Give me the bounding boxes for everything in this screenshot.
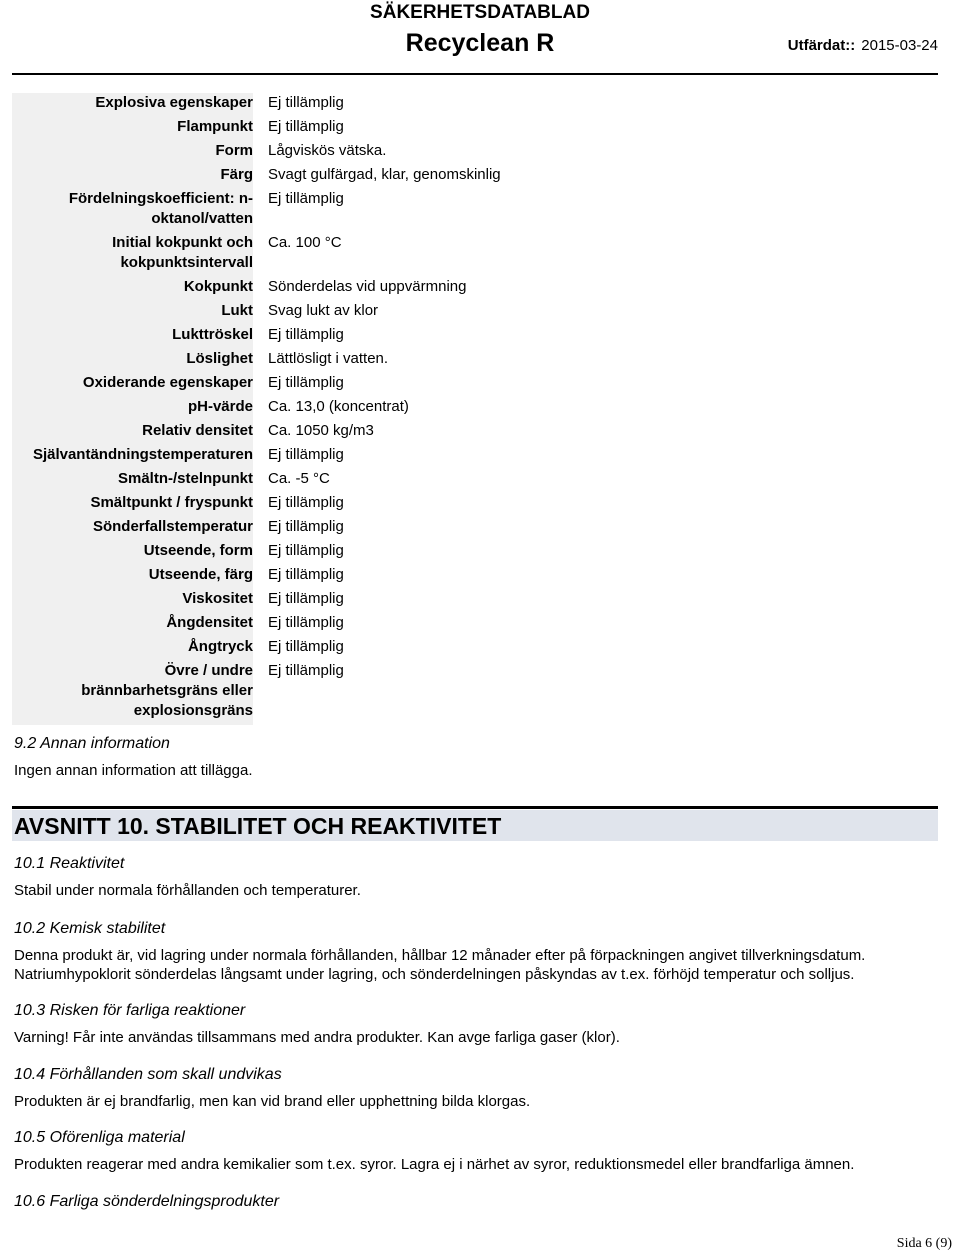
- subsection-text: Varning! Får inte användas tillsammans med andra produkter. Kan avge farliga gaser (klor).: [14, 1029, 620, 1046]
- subsection-heading: 10.5 Oförenliga material: [14, 1129, 185, 1146]
- property-spacer: [253, 349, 268, 373]
- property-spacer: [253, 397, 268, 421]
- issued-date: 2015-03-24: [861, 37, 938, 54]
- property-label: Övre / undre brännbarhetsgräns eller explosionsgräns: [12, 661, 253, 725]
- property-label: Ångdensitet: [12, 613, 253, 637]
- subsection-heading: 10.1 Reaktivitet: [14, 855, 125, 872]
- subsection-10-2: [14, 918, 934, 984]
- property-spacer: [253, 493, 268, 517]
- property-row: [12, 613, 938, 637]
- property-spacer: [253, 373, 268, 397]
- property-value: Ej tillämplig: [268, 189, 938, 233]
- property-value: Ca. -5 °C: [268, 469, 938, 493]
- product-name: Recyclean R: [405, 29, 555, 57]
- property-value: Ca. 100 °C: [268, 233, 938, 277]
- issued-label: Utfärdat::: [787, 37, 856, 54]
- property-row: [12, 189, 938, 233]
- property-label: Kokpunkt: [12, 277, 253, 301]
- property-spacer: [253, 117, 268, 141]
- subsection-10-5: [14, 1127, 934, 1174]
- property-row: [12, 493, 938, 517]
- property-row: [12, 469, 938, 493]
- property-value: Sönderdelas vid uppvärmning: [268, 277, 938, 301]
- property-row: [12, 373, 938, 397]
- property-label: Lukt: [12, 301, 253, 325]
- property-label: pH-värde: [12, 397, 253, 421]
- subsection-heading: 10.3 Risken för farliga reaktioner: [14, 1002, 246, 1019]
- property-value: Lågviskös vätska.: [268, 141, 938, 165]
- property-value: Ej tillämplig: [268, 565, 938, 589]
- property-spacer: [253, 565, 268, 589]
- property-spacer: [253, 233, 268, 277]
- property-row: [12, 349, 938, 373]
- property-spacer: [253, 541, 268, 565]
- property-spacer: [253, 189, 268, 233]
- property-spacer: [253, 301, 268, 325]
- document-title: SÄKERHETSDATABLAD: [370, 2, 590, 23]
- property-spacer: [253, 517, 268, 541]
- page-number: Sida 6 (9): [896, 1236, 952, 1251]
- subsection-9-2-heading: 9.2 Annan information: [14, 735, 170, 752]
- property-label: Utseende, form: [12, 541, 253, 565]
- subsection-heading: 10.4 Förhållanden som skall undvikas: [14, 1066, 282, 1083]
- subsection-10-6: [14, 1191, 934, 1213]
- property-label: Utseende, färg: [12, 565, 253, 589]
- subsection-10-3: [14, 1000, 934, 1047]
- property-row: [12, 397, 938, 421]
- property-row: [12, 517, 938, 541]
- property-row: [12, 117, 938, 141]
- property-row: [12, 637, 938, 661]
- property-spacer: [253, 141, 268, 165]
- property-spacer: [253, 325, 268, 349]
- property-label: Löslighet: [12, 349, 253, 373]
- property-value: Ej tillämplig: [268, 93, 938, 117]
- property-label: Smältn-/stelnpunkt: [12, 469, 253, 493]
- property-row: [12, 661, 938, 725]
- property-value: Ca. 1050 kg/m3: [268, 421, 938, 445]
- subsection-9-2-text: Ingen annan information att tillägga.: [14, 762, 253, 779]
- subsection-heading: 10.2 Kemisk stabilitet: [14, 920, 166, 937]
- property-row: [12, 589, 938, 613]
- property-row: [12, 233, 938, 277]
- property-row: [12, 421, 938, 445]
- property-label: Viskositet: [12, 589, 253, 613]
- property-label: Oxiderande egenskaper: [12, 373, 253, 397]
- subsection-10-4: [14, 1064, 934, 1111]
- property-value: Ca. 13,0 (koncentrat): [268, 397, 938, 421]
- subsection-text: Produkten reagerar med andra kemikalier som t.ex. syror. Lagra ej i närhet av syror, reduktionsmedel eller brandfarliga ämnen.: [14, 1156, 855, 1173]
- property-label: Självantändningstemperaturen: [12, 445, 253, 469]
- property-label: Explosiva egenskaper: [12, 93, 253, 117]
- property-spacer: [253, 165, 268, 189]
- subsection-text: Denna produkt är, vid lagring under normala förhållanden, hållbar 12 månader efter på förpackningen angivet tillverkningsdatum.: [14, 947, 866, 964]
- property-value: Lättlösligt i vatten.: [268, 349, 938, 373]
- property-spacer: [253, 613, 268, 637]
- property-row: [12, 541, 938, 565]
- property-label: Flampunkt: [12, 117, 253, 141]
- property-spacer: [253, 93, 268, 117]
- header-divider: [12, 73, 938, 75]
- property-row: [12, 277, 938, 301]
- property-value: Ej tillämplig: [268, 541, 938, 565]
- issued-date-line: [788, 35, 938, 57]
- property-value: Svagt gulfärgad, klar, genomskinlig: [268, 165, 938, 189]
- property-row: [12, 141, 938, 165]
- property-value: Ej tillämplig: [268, 493, 938, 517]
- property-row: [12, 565, 938, 589]
- property-spacer: [253, 445, 268, 469]
- subsection-text: Produkten är ej brandfarlig, men kan vid brand eller upphettning bilda klorgas.: [14, 1093, 531, 1110]
- property-spacer: [253, 421, 268, 445]
- property-spacer: [253, 277, 268, 301]
- property-spacer: [253, 469, 268, 493]
- property-row: [12, 325, 938, 349]
- property-label: Färg: [12, 165, 253, 189]
- property-row: [12, 301, 938, 325]
- property-label: Lukttröskel: [12, 325, 253, 349]
- property-label: Sönderfallstemperatur: [12, 517, 253, 541]
- property-row: [12, 165, 938, 189]
- property-row: [12, 93, 938, 117]
- property-value: Ej tillämplig: [268, 613, 938, 637]
- property-value: Ej tillämplig: [268, 661, 938, 725]
- properties-table: [12, 93, 938, 725]
- property-value: Ej tillämplig: [268, 637, 938, 661]
- subsection-text-2: Natriumhypoklorit sönderdelas långsamt under lagring, och sönderdelningen påskyndas av t.ex. förhöjd temperatur och solljus.: [14, 966, 855, 983]
- property-spacer: [253, 589, 268, 613]
- property-value: Svag lukt av klor: [268, 301, 938, 325]
- property-label: Fördelningskoefficient: n- oktanol/vatten: [12, 189, 253, 233]
- property-label: Initial kokpunkt och kokpunktsintervall: [12, 233, 253, 277]
- property-value: Ej tillämplig: [268, 117, 938, 141]
- property-row: [12, 445, 938, 469]
- property-label: Smältpunkt / fryspunkt: [12, 493, 253, 517]
- property-value: Ej tillämplig: [268, 445, 938, 469]
- property-value: Ej tillämplig: [268, 589, 938, 613]
- property-spacer: [253, 637, 268, 661]
- property-spacer: [253, 661, 268, 725]
- subsection-10-1: [14, 853, 934, 900]
- property-label: Form: [12, 141, 253, 165]
- subsection-heading: 10.6 Farliga sönderdelningsprodukter: [14, 1193, 280, 1210]
- section-divider: [12, 806, 938, 809]
- property-label: Ångtryck: [12, 637, 253, 661]
- property-value: Ej tillämplig: [268, 325, 938, 349]
- subsection-text: Stabil under normala förhållanden och temperaturer.: [14, 882, 361, 899]
- property-label: Relativ densitet: [12, 421, 253, 445]
- property-value: Ej tillämplig: [268, 517, 938, 541]
- property-value: Ej tillämplig: [268, 373, 938, 397]
- section-10-title: AVSNITT 10. STABILITET OCH REAKTIVITET: [14, 813, 502, 839]
